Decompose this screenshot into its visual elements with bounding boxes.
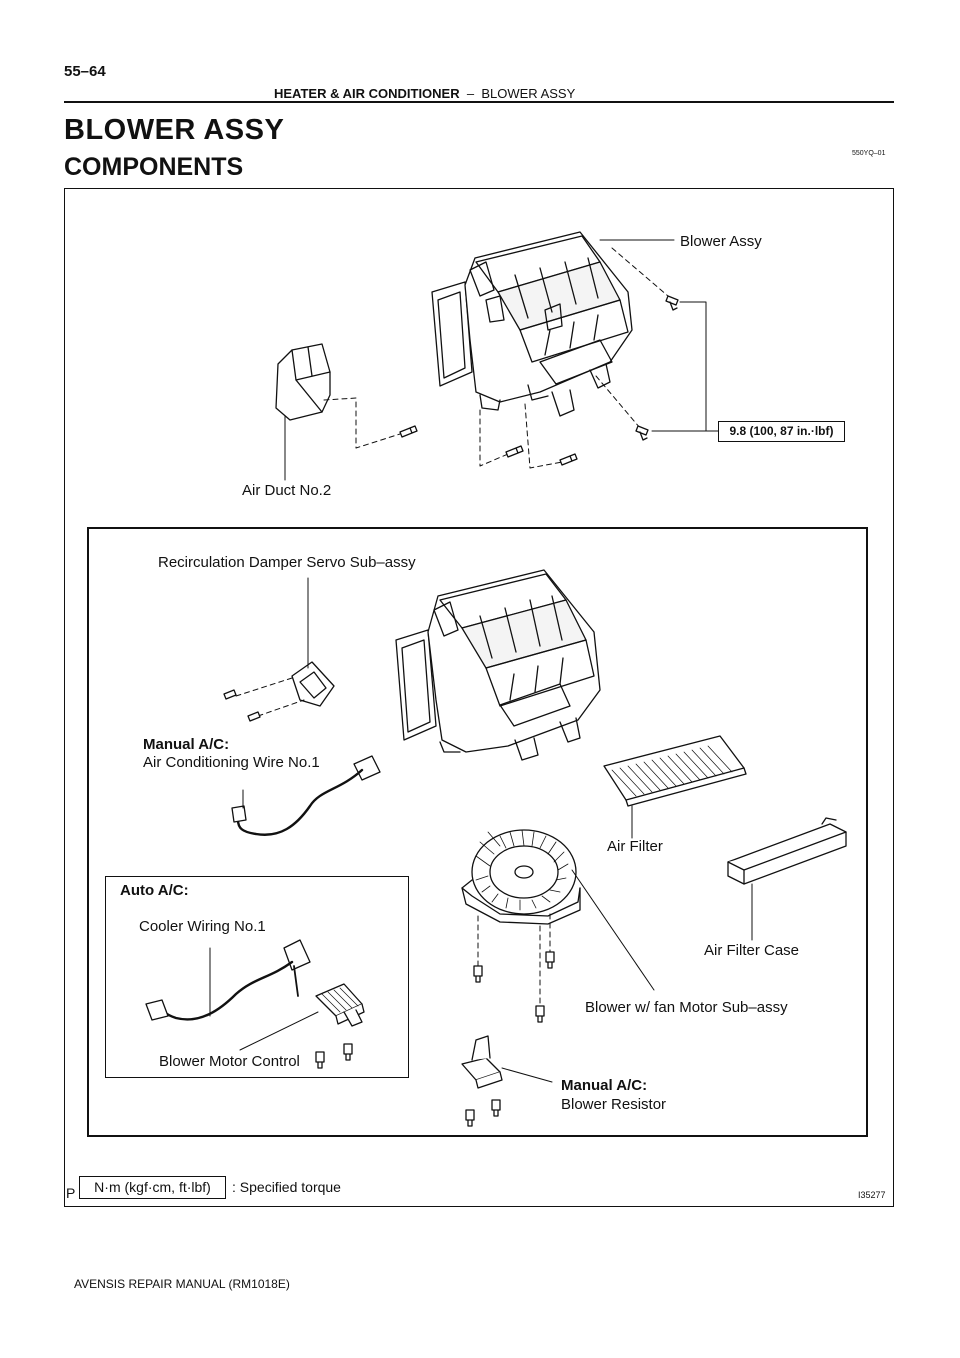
lower-blower-case-drawing [396, 570, 600, 760]
figure-id: I35277 [858, 1190, 886, 1200]
section-name: HEATER & AIR CONDITIONER [274, 86, 460, 101]
subsection-name: BLOWER ASSY [481, 86, 576, 101]
torque-spec-box: 9.8 (100, 87 in.·lbf) [718, 421, 845, 442]
page-subtitle: COMPONENTS [64, 153, 244, 181]
footer-manual-name: AVENSIS REPAIR MANUAL (RM1018E) [74, 1277, 290, 1291]
blower-motor-control-drawing [316, 984, 364, 1026]
cooler-wiring-drawing [146, 940, 310, 1020]
header-separator: – [466, 86, 475, 101]
legend-marker: P [66, 1185, 76, 1201]
air-filter-drawing [604, 736, 746, 806]
blower-resistor-drawing [462, 1036, 502, 1126]
legend-torque-box: N·m (kgf·cm, ft·lbf) [79, 1176, 226, 1199]
label-blower-motor-control: Blower Motor Control [159, 1053, 300, 1070]
doc-code: 550YQ–01 [852, 150, 886, 157]
legend-description: : Specified torque [232, 1179, 341, 1195]
blower-assy-drawing [432, 232, 632, 416]
label-manual-ac-2: Manual A/C: [561, 1077, 648, 1094]
page-title: BLOWER ASSY [64, 114, 285, 146]
label-blower-assy: Blower Assy [680, 233, 762, 250]
label-air-duct: Air Duct No.2 [242, 482, 332, 499]
label-cooler-wiring: Cooler Wiring No.1 [139, 918, 266, 935]
label-air-filter: Air Filter [607, 838, 663, 855]
air-filter-case-drawing [728, 818, 846, 884]
blower-fan-motor-drawing [462, 830, 580, 924]
label-manual-ac-1: Manual A/C: [143, 736, 230, 753]
page-number: 55–64 [64, 63, 106, 80]
label-ac-wire: Air Conditioning Wire No.1 [143, 754, 320, 771]
air-duct-drawing [276, 344, 330, 420]
recirc-servo-drawing [292, 662, 334, 706]
label-air-filter-case: Air Filter Case [704, 942, 800, 959]
label-blower-resistor: Blower Resistor [561, 1096, 667, 1113]
label-blower-motor: Blower w/ fan Motor Sub–assy [585, 999, 788, 1016]
label-recirc-servo: Recirculation Damper Servo Sub–assy [158, 554, 416, 571]
label-auto-ac: Auto A/C: [120, 882, 189, 899]
